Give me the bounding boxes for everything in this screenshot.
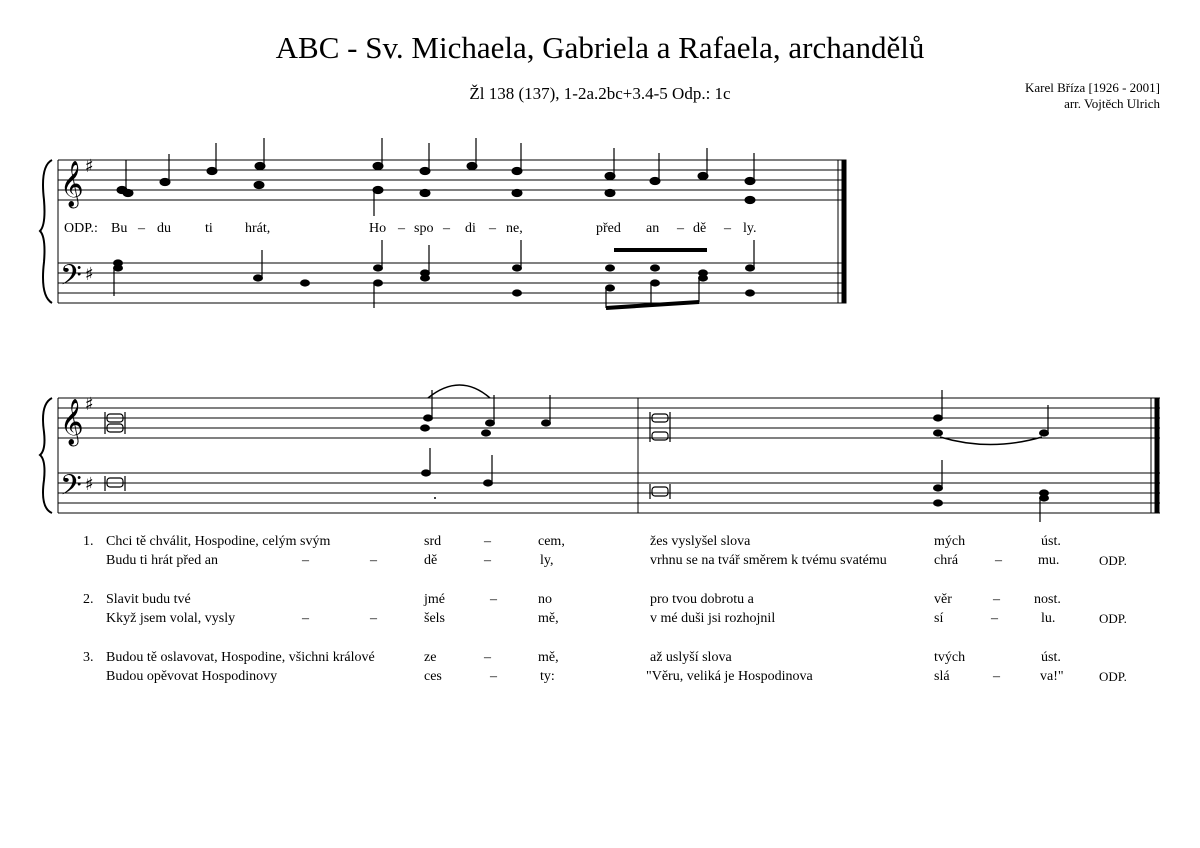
treble-clef-icon: 𝄞	[60, 161, 84, 207]
treble-clef-icon: 𝄞	[60, 399, 84, 445]
lyric-syllable: –	[398, 221, 405, 236]
lyric-syllable: di	[465, 221, 476, 236]
composer-name: Karel Bříza [1926 - 2001]	[1024, 80, 1160, 95]
verse-text: Kkyž jsem volal, vysly	[106, 611, 236, 626]
verse-syllable: srd	[424, 534, 442, 549]
verse-syllable: dě	[424, 553, 438, 568]
verse-syllable: sí	[934, 611, 944, 626]
verse-text: žes vyslyšel slova	[650, 534, 751, 549]
verse-syllable: jmé	[424, 592, 445, 607]
lyric-syllable: před	[596, 221, 621, 236]
lyric-syllable: Bu	[111, 221, 128, 236]
lyric-syllable: du	[157, 221, 171, 236]
lyric-syllable: hrát,	[245, 221, 271, 236]
verse-syllable: –	[991, 611, 998, 626]
lyric-syllable: ne,	[506, 221, 523, 236]
lyric-syllable: Ho	[369, 221, 387, 236]
refrain-prefix: ODP.:	[64, 221, 98, 236]
verse-syllable: úst.	[1041, 650, 1061, 665]
verse-text: Budou tě oslavovat, Hospodine, všichni králové	[106, 650, 375, 665]
verse-syllable: věr	[934, 592, 952, 607]
verse-syllable: cem,	[538, 534, 565, 549]
verse-text: Chci tě chválit, Hospodine, celým svým	[106, 534, 331, 549]
verse-syllable: –	[370, 611, 377, 626]
sharp-icon: ♯	[85, 156, 94, 177]
verse-syllable: lu.	[1041, 611, 1056, 626]
lyric-syllable: –	[724, 221, 731, 236]
verse-syllable: mých	[934, 534, 966, 549]
verse-syllable: –	[302, 611, 309, 626]
verse-syllable: no	[538, 592, 552, 607]
verse-text: pro tvou dobrotu a	[650, 592, 754, 607]
arranger-name: arr. Vojtěch Ulrich	[1064, 96, 1160, 111]
verse-syllable: slá	[934, 669, 950, 684]
verse-syllable: va!"	[1040, 669, 1064, 684]
verse-syllable: ces	[424, 669, 442, 684]
verse-syllable: –	[490, 592, 497, 607]
verse-syllable: mě,	[538, 611, 559, 626]
verse-text: "Věru, veliká je Hospodinova	[646, 669, 813, 684]
bass-clef-icon: 𝄢	[60, 259, 82, 299]
verse-text: Budou opěvovat Hospodinovy	[106, 669, 278, 684]
verse-syllable: –	[302, 553, 309, 568]
verse-syllable: nost.	[1034, 592, 1061, 607]
verse-syllable: tvých	[934, 650, 966, 665]
verse-syllable: ty:	[540, 669, 555, 684]
verse-text: vrhnu se na tvář směrem k tvému svatému	[650, 553, 887, 568]
verse-syllable: –	[490, 669, 497, 684]
lyric-syllable: ti	[205, 221, 213, 236]
verse-number: 2.	[83, 592, 94, 607]
verse-syllable: –	[484, 534, 491, 549]
bass-clef-icon: 𝄢	[60, 469, 82, 509]
score-subtitle: Žl 138 (137), 1-2a.2bc+3.4-5 Odp.: 1c	[469, 84, 731, 103]
verse-syllable: –	[484, 650, 491, 665]
lyric-syllable: –	[443, 221, 450, 236]
verse-syllable: šels	[424, 611, 445, 626]
refrain-marker: ODP.	[1099, 553, 1127, 568]
sharp-icon: ♯	[85, 394, 94, 415]
refrain-marker: ODP.	[1099, 611, 1127, 626]
lyric-syllable: –	[677, 221, 684, 236]
verse-text: Budu ti hrát před an	[106, 553, 218, 568]
lyric-syllable: –	[138, 221, 145, 236]
lyric-syllable: dě	[693, 221, 707, 236]
verse-syllable: chrá	[934, 553, 959, 568]
verse-text: Slavit budu tvé	[106, 592, 191, 607]
verse-syllable: –	[993, 592, 1000, 607]
verse-text: v mé duši jsi rozhojnil	[650, 611, 776, 626]
lyric-syllable: an	[646, 221, 660, 236]
verse-syllable: ly,	[540, 553, 554, 568]
verse-syllable: –	[370, 553, 377, 568]
sharp-icon: ♯	[85, 474, 94, 495]
score-title: ABC - Sv. Michaela, Gabriela a Rafaela, archandělů	[275, 30, 925, 65]
verse-syllable: úst.	[1041, 534, 1061, 549]
verse-syllable: ze	[424, 650, 437, 665]
verse-syllable: mu.	[1038, 553, 1060, 568]
lyric-syllable: –	[489, 221, 496, 236]
verse-text: až uslyší slova	[650, 650, 732, 665]
sharp-icon: ♯	[85, 264, 94, 285]
verse-number: 3.	[83, 650, 94, 665]
verse-syllable: –	[993, 669, 1000, 684]
lyric-syllable: ly.	[743, 221, 757, 236]
verse-number: 1.	[83, 534, 94, 549]
verse-syllable: mě,	[538, 650, 559, 665]
refrain-marker: ODP.	[1099, 669, 1127, 684]
lyric-syllable: spo	[414, 221, 434, 236]
verse-syllable: –	[995, 553, 1002, 568]
verse-syllable: –	[484, 553, 491, 568]
